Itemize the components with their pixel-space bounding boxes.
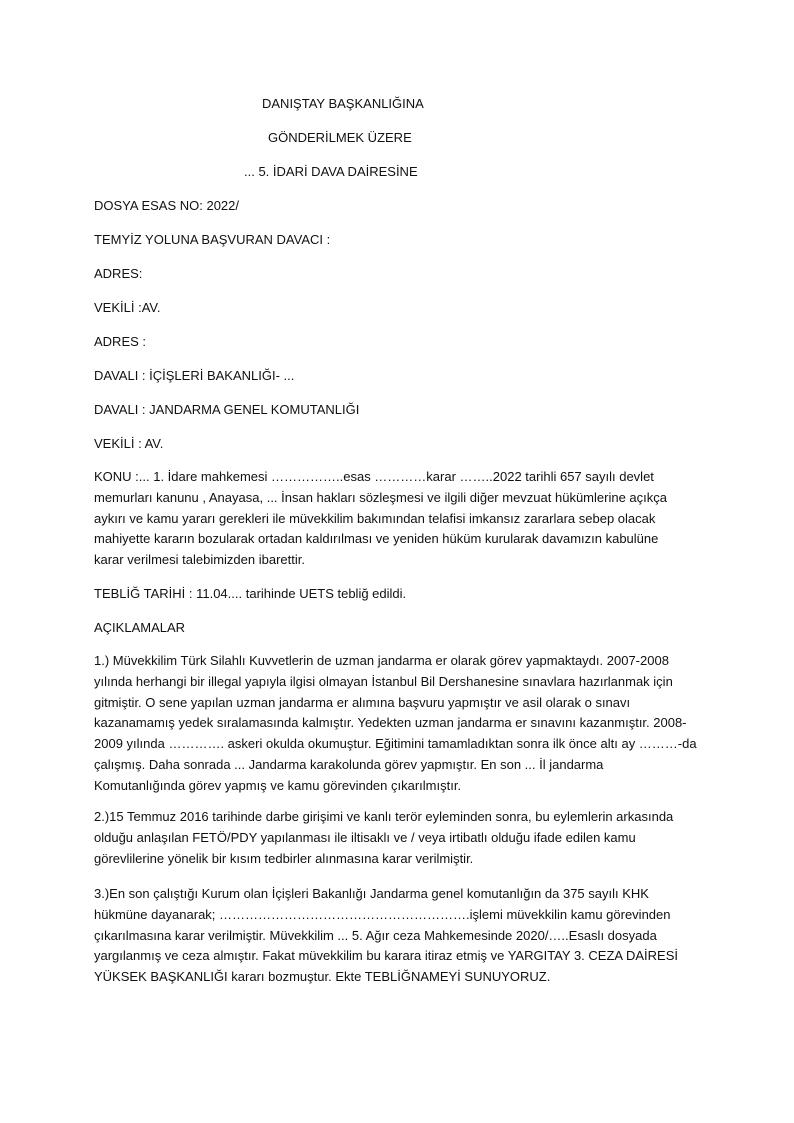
paragraph-3: [94, 884, 706, 988]
paragraph-2: [94, 807, 706, 869]
paragraph-line: gitmiştir. O sene yapılan uzman jandarma er alımına başvuru yapmıştır ve asil olarak o sınavı: [94, 694, 631, 710]
header-subtitle: GÖNDERİLMEK ÜZERE: [268, 130, 412, 145]
paragraph-1: [94, 651, 706, 797]
subject-line: mahiyette kararın bozularak ortadan kaldırılması ve yeniden hüküm kurularak davamızın kabulüne: [94, 531, 659, 547]
paragraph-line: çıkarılmasına karar verilmiştir. Müvekkilim ... 5. Ağır ceza Mahkemesinde 2020/…..Esaslı dosyada: [94, 927, 657, 943]
paragraph-line: kazanamamış yedek sıralamasında kalmıştır. Yedekten uzman jandarma er sınavını kazanmıştır. 2008-: [94, 715, 687, 731]
paragraph-line: Komutanlığında görev yapmış ve kamu görevinden çıkarılmıştır.: [94, 777, 462, 793]
defendant-attorney: VEKİLİ : AV.: [94, 436, 164, 451]
paragraph-line: 2.)15 Temmuz 2016 tarihinde darbe girişimi ve kanlı terör eyleminden sonra, bu eylemlerin arkasında: [94, 809, 674, 824]
paragraph-line: yılında herhangi bir illegal yapıyla ilgisi olmayan İstanbul Bil Dershanesine sınavlara hazırlanmak için: [94, 673, 673, 689]
attorney-address: ADRES :: [94, 334, 147, 349]
plaintiff-address: ADRES:: [94, 266, 143, 281]
paragraph-line: 3.)En son çalıştığı Kurum olan İçişleri Bakanlığı Jandarma genel komutanlığın da 375 sayılı KHK: [94, 886, 649, 901]
subject-paragraph: [94, 467, 706, 571]
header-addressee: DANIŞTAY BAŞKANLIĞINA: [262, 96, 424, 111]
paragraph-line: hükmüne dayanarak; ………………………………………………….işlemi müvekkilin kamu görevinden: [94, 906, 671, 922]
paragraph-line: YÜKSEK BAŞKANLIĞI kararı bozmuştur. Ekte TEBLİĞNAMEYİ SUNUYORUZ.: [94, 969, 551, 985]
subject-line: memurları kanunu , Anayasa, ... İnsan hakları sözleşmesi ve ilgili diğer mevzuat hükümlerine açıkça: [94, 489, 667, 505]
subject-line: aykırı ve kamu yararı gerekleri ile müvekkilim bakımından telafisi imkansız zararlara sebep olacak: [94, 510, 656, 526]
paragraph-line: 1.) Müvekkilim Türk Silahlı Kuvvetlerin de uzman jandarma er olarak görev yapmaktaydı. 2007-2008: [94, 653, 669, 668]
subject-line: KONU :... 1. İdare mahkemesi ……………..esas …………karar ……..2022 tarihli 657 sayılı devlet: [94, 469, 654, 484]
paragraph-line: 2009 yılında …………. askeri okulda okumuştur. Eğitimini tamamladıktan sonra ilk önce altı ay ………-da: [94, 736, 697, 752]
paragraph-line: yargılanmış ve ceza almıştır. Fakat müvekkilim bu karara itiraz etmiş ve YARGITAY 3. CEZA DAİRESİ: [94, 948, 678, 964]
file-number: DOSYA ESAS NO: 2022/: [94, 198, 239, 213]
plaintiff-attorney: VEKİLİ :AV.: [94, 300, 161, 315]
header-chamber: ... 5. İDARİ DAVA DAİRESİNE: [244, 164, 418, 179]
defendant-ministry: DAVALI : İÇİŞLERİ BAKANLIĞI- ...: [94, 368, 295, 383]
defendant-gendarmerie: DAVALI : JANDARMA GENEL KOMUTANLIĞI: [94, 402, 360, 417]
subject-line: karar verilmesi talebimizden ibarettir.: [94, 552, 305, 568]
paragraph-line: görevlilerine yönelik bir kısım tedbirler alınmasına karar verilmiştir.: [94, 850, 474, 866]
paragraph-line: olduğu anlaşılan FETÖ/PDY yapılanması ile iltisaklı ve / veya irtibatlı olduğu ifade edilen kamu: [94, 829, 636, 845]
paragraph-line: çalışmış. Daha sonrada ... Jandarma karakolunda görev yapmıştır. En son ... İl jandarma: [94, 756, 604, 772]
explanations-heading: AÇIKLAMALAR: [94, 620, 186, 635]
notification-date: TEBLİĞ TARİHİ : 11.04.... tarihinde UETS tebliğ edildi.: [94, 586, 407, 601]
plaintiff: TEMYİZ YOLUNA BAŞVURAN DAVACI :: [94, 232, 331, 247]
